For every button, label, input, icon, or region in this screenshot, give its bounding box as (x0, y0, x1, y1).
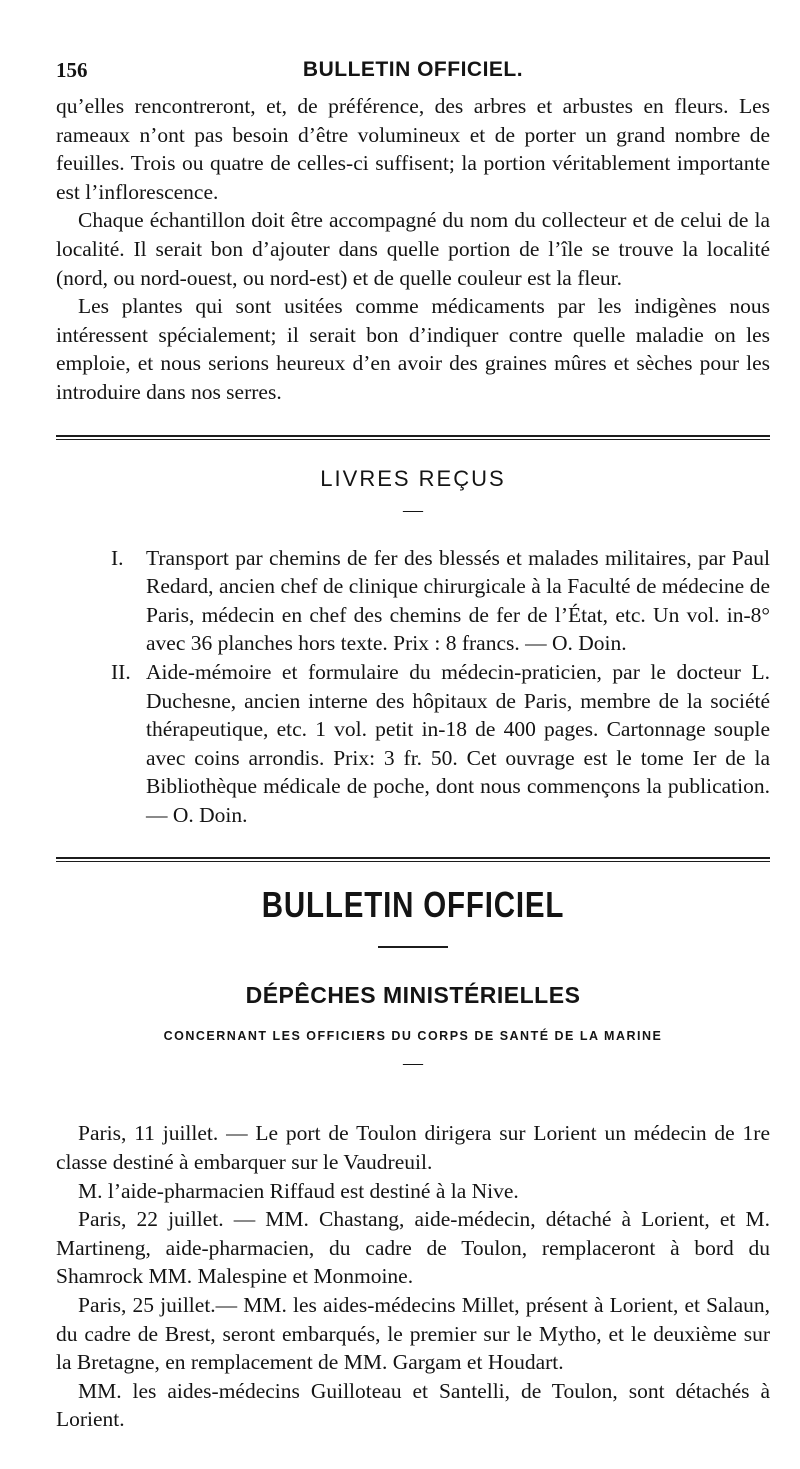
intro-paragraph-2: Chaque échantillon doit être accompagné du nom du collecteur et de celui de la localité. Il serait bon d’ajouter dans quelle portion de l’île se trouve la localité (nord, ou nord-ouest, ou nord-est) et de quelle couleur est la fleur. (56, 208, 770, 290)
dispatch-paragraph: Paris, 22 juillet. — MM. Chastang, aide-médecin, détaché à Lorient, et M. Martineng, aide-pharmacien, du cadre de Toulon, remplaceront à bord du Shamrock MM. Malespine et Monmoine. (56, 1207, 770, 1289)
depeches-dash: — (403, 1052, 423, 1075)
section-divider (56, 857, 770, 862)
section-divider (56, 435, 770, 440)
depeches-subtitle: CONCERNANT LES OFFICIERS DU CORPS DE SANTÉ DE LA MARINE (163, 1029, 663, 1044)
page-number: 156 (56, 58, 88, 82)
book-item (56, 658, 770, 830)
dispatch-paragraph: Paris, 25 juillet.— MM. les aides-médecins Millet, présent à Lorient, et Salaun, du cadre de Brest, seront embarqués, le premier sur le Mytho, et le deuxième sur la Bretagne, en remplacement de MM. Gargam et Houdart. (56, 1293, 770, 1375)
book-number: II. (111, 659, 131, 684)
book-text: Aide-mémoire et formulaire du médecin-praticien, par le docteur L. Duchesne, ancien interne des hôpitaux de Paris, membre de la société thérapeutique, etc. 1 vol. petit in-18 de 400 pages. Cartonnage souple avec coins arrondis. Prix: 3 fr. 50. Cet ouvrage est le tome Ier de la Bibliothèque médicale de poche, dont nous commençons la publication. — O. Doin. (146, 659, 770, 827)
book-text: Transport par chemins de fer des blessés et malades militaires, par Paul Redard, ancien chef de clinique chirurgicale à la Faculté de médecine de Paris, médecin en chef des chemins de fer de l’État, etc. Un vol. in-8° avec 36 planches hors texte. Prix : 8 francs. — O. Doin. (146, 545, 770, 656)
intro-paragraph-3: Les plantes qui sont usitées comme médicaments par les indigènes nous intéressent spécialement; il serait bon d’indiquer contre quelle maladie on les emploie, et nous serions heureux d’en avoir des graines mûres et sèches pour les introduire dans nos serres. (56, 294, 770, 404)
book-list (56, 544, 770, 830)
livres-heading: LIVRES REÇUS (320, 465, 506, 491)
livres-dash: — (403, 498, 423, 521)
document-page (56, 58, 770, 1434)
intro-paragraph-1: qu’elles rencontreront, et, de préférence, des arbres et arbustes en fleurs. Les rameaux n’ont pas besoin d’être volumineux et de porter un grand nombre de feuilles. Trois ou quatre de celles-ci suffisent; la portion véritablement importante est l’inflorescence. (56, 94, 770, 204)
book-item (56, 544, 770, 658)
dispatch-paragraph: Paris, 11 juillet. — Le port de Toulon dirigera sur Lorient un médecin de 1re classe destiné à embarquer sur le Vaudreuil. (56, 1121, 770, 1175)
bulletin-title: BULLETIN OFFICIEL (261, 884, 565, 926)
dispatch-paragraph: MM. les aides-médecins Guilloteau et Santelli, de Toulon, sont détachés à Lorient. (56, 1378, 770, 1432)
running-title: BULLETIN OFFICIEL. (302, 58, 524, 81)
title-rule (378, 946, 448, 948)
book-number: I. (111, 545, 124, 570)
depeches-title: DÉPÊCHES MINISTÉRIELLES (245, 982, 581, 1009)
dispatch-paragraph: M. l’aide-pharmacien Riffaud est destiné à la Nive. (78, 1178, 519, 1203)
running-head (56, 58, 770, 92)
dispatch-list (56, 1119, 770, 1434)
